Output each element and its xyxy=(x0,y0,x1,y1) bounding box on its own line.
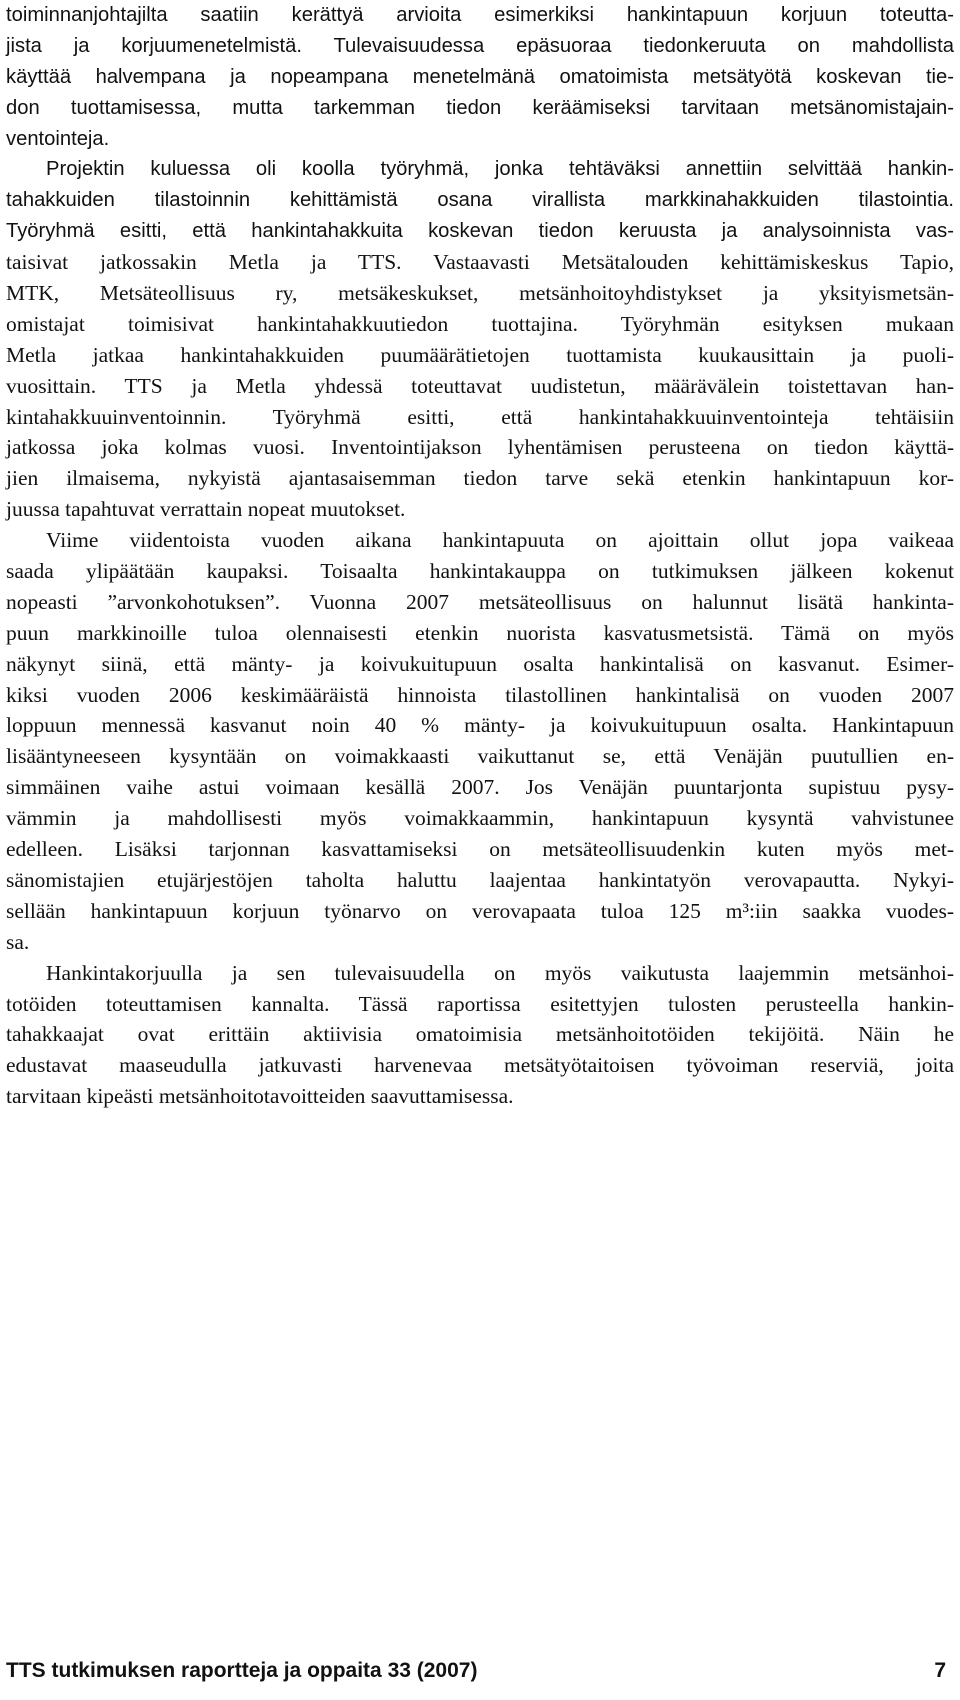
text-line: don tuottamisessa, mutta tarkemman tiedon keräämiseksi tarvitaan metsänomistajain- xyxy=(6,96,954,119)
text-line: jien ilmaisema, nykyistä ajantasaisemman tiedon tarve sekä etenkin hankintapuun kor- xyxy=(6,466,954,491)
text-line: Viime viidentoista vuoden aikana hankintapuuta on ajoittain ollut jopa vaikeaa xyxy=(46,528,954,553)
text-line: tarvitaan kipeästi metsänhoitotavoitteiden saavuttamisessa. xyxy=(6,1084,514,1109)
text-line: puun markkinoille tuloa olennaisesti etenkin nuorista kasvatusmetsistä. Tämä on myös xyxy=(6,620,954,645)
text-line: jista ja korjuumenetelmistä. Tulevaisuudessa epäsuoraa tiedonkeruuta on mahdollista xyxy=(6,34,954,57)
text-line: lisääntyneeseen kysyntään on voimakkaasti vaikuttanut se, että Venäjän puutullien en- xyxy=(6,744,954,769)
text-line: ventointeja. xyxy=(6,127,110,150)
text-line: vuosittain. TTS ja Metla yhdessä toteuttavat uudistetun, määrävälein toistettavan han- xyxy=(6,373,954,398)
text-line: toiminnanjohtajilta saatiin kerättyä arvioita esimerkiksi hankintapuun korjuun toteutta- xyxy=(6,4,954,26)
text-line: Hankintakorjuulla ja sen tulevaisuudella on myös vaikutusta laajemmin metsänhoi- xyxy=(46,960,954,985)
text-line: loppuun mennessä kasvanut noin 40 % mänty- ja koivukuitupuun osalta. Hankintapuun xyxy=(6,713,954,738)
text-line: saada ylipäätään kaupaksi. Toisaalta hankintakauppa on tutkimuksen jälkeen kokenut xyxy=(6,559,954,584)
text-line: juussa tapahtuvat verrattain nopeat muutokset. xyxy=(6,497,406,522)
text-line: nopeasti ”arvonkohotuksen”. Vuonna 2007 metsäteollisuus on halunnut lisätä hankinta- xyxy=(6,589,954,614)
text-line: Projektin kuluessa oli koolla työryhmä, jonka tehtäväksi annettiin selvittää hankin- xyxy=(46,158,954,181)
text-line: kiksi vuoden 2006 keskimääräistä hinnoista tilastollinen hankintalisä on vuoden 2007 xyxy=(6,682,954,707)
page-number: 7 xyxy=(934,1659,946,1682)
text-line: kintahakkuuinventoinnin. Työryhmä esitti, että hankintahakkuuinventointeja tehtäisiin xyxy=(6,404,954,429)
text-line: totöiden toteuttamisen kannalta. Tässä raportissa esitettyjen tulosten perusteella hankin- xyxy=(6,991,954,1016)
text-line: käyttää halvempana ja nopeampana menetelmänä omatoimista metsätyötä koskevan tie- xyxy=(6,65,954,88)
text-line: omistajat toimisivat hankintahakkuutiedon tuottajina. Työryhmän esityksen mukaan xyxy=(6,311,954,336)
text-line: sa. xyxy=(6,929,30,954)
text-line: sellään hankintapuun korjuun työnarvo on verovapaata tuloa 125 m³:iin saakka vuodes- xyxy=(6,898,954,923)
footer-publication: TTS tutkimuksen raportteja ja oppaita 33 (2007) xyxy=(6,1659,478,1682)
text-line: tahakkaajat ovat erittäin aktiivisia omatoimisia metsänhoitotöiden tekijöitä. Näin he xyxy=(6,1022,954,1047)
text-line: simmäinen vaihe astui voimaan kesällä 2007. Jos Venäjän puuntarjonta supistuu pysy- xyxy=(6,775,954,800)
text-line: jatkossa joka kolmas vuosi. Inventointijakson lyhentämisen perusteena on tiedon käyttä- xyxy=(6,435,954,460)
text-line: sänomistajien etujärjestöjen taholta haluttu laajentaa hankintatyön verovapautta. Nykyi- xyxy=(6,867,954,892)
body-text xyxy=(6,0,954,1112)
text-line: taisivat jatkossakin Metla ja TTS. Vastaavasti Metsätalouden kehittämiskeskus Tapio, xyxy=(6,250,954,275)
page-footer xyxy=(6,1653,946,1689)
text-line: Työryhmä esitti, että hankintahakkuita koskevan tiedon keruusta ja analysoinnista vas- xyxy=(6,220,954,243)
text-line: tahakkuiden tilastoinnin kehittämistä osana virallista markkinahakkuiden tilastointia. xyxy=(6,189,954,212)
text-line: edustavat maaseudulla jatkuvasti harvenevaa metsätyötaitoisen työvoiman reserviä, joita xyxy=(6,1053,954,1078)
text-line: edelleen. Lisäksi tarjonnan kasvattamiseksi on metsäteollisuudenkin kuten myös met- xyxy=(6,837,954,862)
text-line: näkynyt siinä, että mänty- ja koivukuitupuun osalta hankintalisä on kasvanut. Esimer- xyxy=(6,651,954,676)
text-line: MTK, Metsäteollisuus ry, metsäkeskukset, metsänhoitoyhdistykset ja yksityismetsän- xyxy=(6,281,954,306)
text-line: vämmin ja mahdollisesti myös voimakkaammin, hankintapuun kysyntä vahvistunee xyxy=(6,806,954,831)
text-line: Metla jatkaa hankintahakkuiden puumäärätietojen tuottamista kuukausittain ja puoli- xyxy=(6,342,954,367)
